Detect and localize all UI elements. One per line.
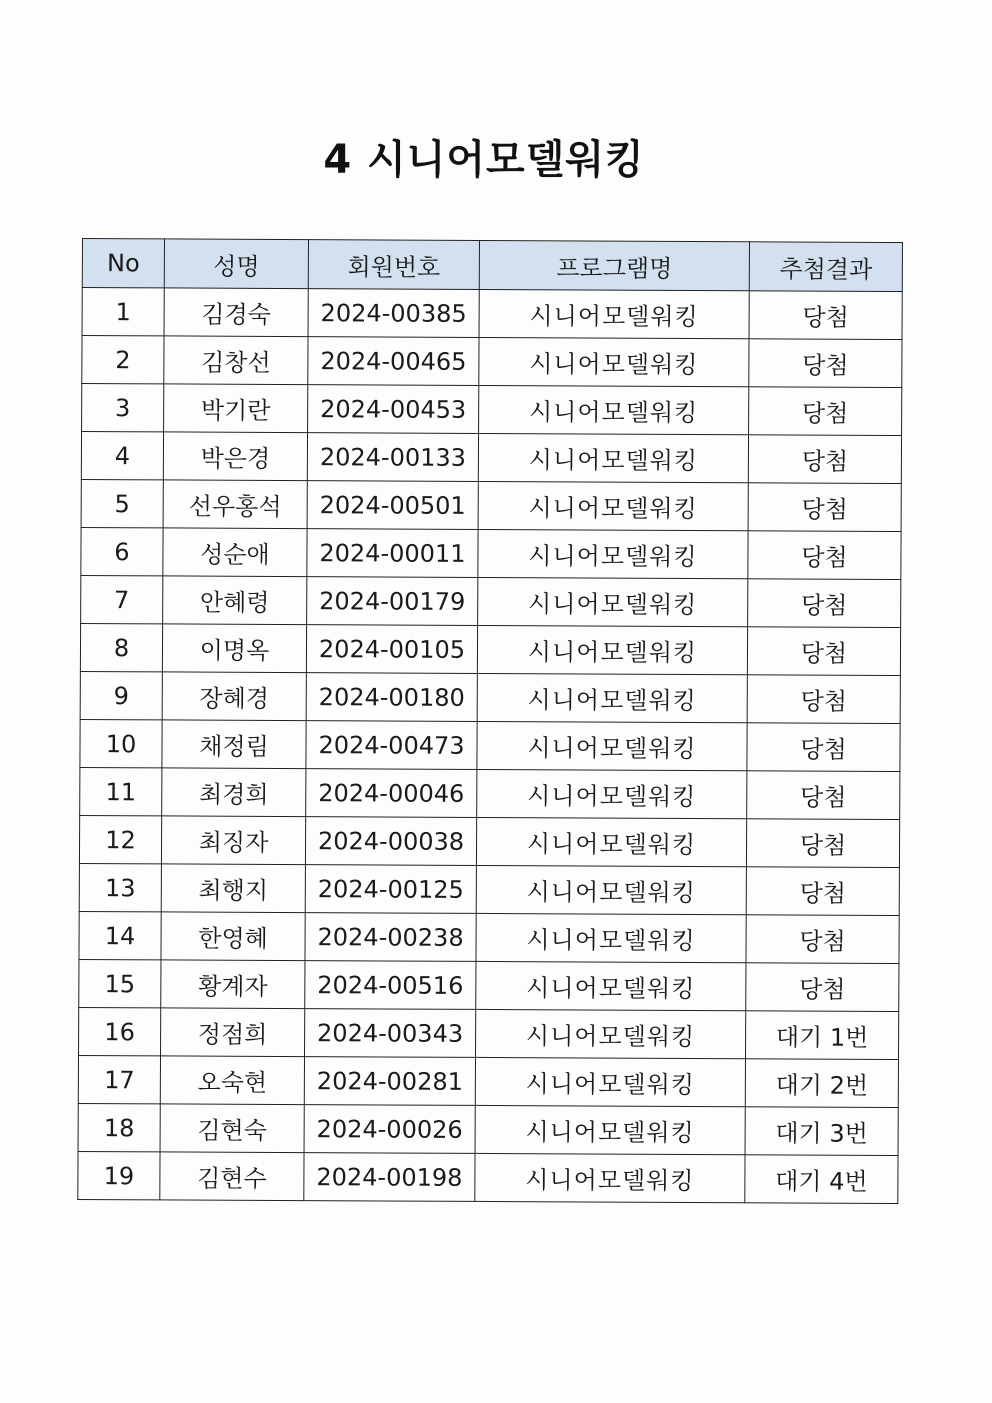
cell-result: 당첨 xyxy=(748,435,901,484)
cell-result: 당첨 xyxy=(747,723,900,772)
cell-member-id: 2024-00238 xyxy=(305,913,476,962)
cell-no: 5 xyxy=(81,479,163,527)
cell-name: 박은경 xyxy=(163,432,307,481)
table-row xyxy=(80,767,900,819)
table-row xyxy=(80,671,900,723)
cell-name: 장혜경 xyxy=(162,672,306,721)
cell-result: 당첨 xyxy=(748,579,901,628)
cell-program: 시니어모델워킹 xyxy=(476,913,746,962)
cell-member-id: 2024-00011 xyxy=(307,529,478,578)
cell-result: 당첨 xyxy=(749,339,902,388)
cell-program: 시니어모델워킹 xyxy=(478,481,748,530)
cell-program: 시니어모델워킹 xyxy=(476,817,746,866)
cell-result: 대기 3번 xyxy=(745,1107,898,1156)
cell-no: 14 xyxy=(79,911,161,959)
cell-name: 황계자 xyxy=(161,960,305,1009)
cell-program: 시니어모델워킹 xyxy=(479,337,749,386)
cell-name: 채정림 xyxy=(162,720,306,769)
cell-name: 오숙현 xyxy=(160,1056,304,1105)
cell-no: 1 xyxy=(82,288,164,336)
table-row xyxy=(80,623,900,675)
cell-member-id: 2024-00385 xyxy=(308,289,479,338)
table-row xyxy=(79,863,899,915)
cell-member-id: 2024-00046 xyxy=(306,769,477,818)
cell-member-id: 2024-00465 xyxy=(308,337,479,386)
cell-member-id: 2024-00133 xyxy=(307,433,478,482)
cell-no: 9 xyxy=(80,671,162,719)
cell-member-id: 2024-00026 xyxy=(304,1105,475,1154)
table-row xyxy=(79,1007,899,1059)
cell-program: 시니어모델워킹 xyxy=(475,1057,745,1106)
cell-result: 당첨 xyxy=(747,675,900,724)
cell-no: 12 xyxy=(79,815,161,863)
table-row xyxy=(81,527,901,579)
cell-name: 김창선 xyxy=(164,336,308,385)
cell-no: 15 xyxy=(79,959,161,1007)
cell-member-id: 2024-00198 xyxy=(304,1153,475,1202)
cell-name: 김경숙 xyxy=(164,288,308,337)
cell-name: 이명옥 xyxy=(162,624,306,673)
cell-member-id: 2024-00343 xyxy=(305,1009,476,1058)
column-header-program: 프로그램명 xyxy=(479,240,749,290)
header-row xyxy=(82,239,902,292)
cell-no: 19 xyxy=(78,1151,160,1199)
table-row xyxy=(82,384,902,436)
cell-name: 김현숙 xyxy=(160,1104,304,1153)
cell-member-id: 2024-00105 xyxy=(306,625,477,674)
cell-result: 대기 1번 xyxy=(745,1011,898,1060)
cell-member-id: 2024-00501 xyxy=(307,481,478,530)
cell-no: 16 xyxy=(79,1007,161,1055)
cell-result: 대기 4번 xyxy=(745,1155,898,1204)
table-row xyxy=(81,575,901,627)
table-row xyxy=(80,719,900,771)
cell-no: 18 xyxy=(78,1103,160,1151)
cell-no: 3 xyxy=(82,384,164,432)
cell-no: 13 xyxy=(79,863,161,911)
cell-no: 2 xyxy=(82,336,164,384)
column-header-no: No xyxy=(82,239,164,288)
cell-program: 시니어모델워킹 xyxy=(479,385,749,434)
cell-name: 박기란 xyxy=(164,384,308,433)
roster-table-container xyxy=(77,238,902,1204)
table-row xyxy=(79,959,899,1011)
roster-table xyxy=(77,238,903,1204)
cell-program: 시니어모델워킹 xyxy=(475,1153,745,1202)
cell-result: 당첨 xyxy=(747,627,900,676)
cell-no: 17 xyxy=(78,1055,160,1103)
cell-name: 선우홍석 xyxy=(163,480,307,529)
cell-result: 당첨 xyxy=(746,963,899,1012)
cell-name: 정점희 xyxy=(161,1008,305,1057)
cell-program: 시니어모델워킹 xyxy=(478,433,748,482)
cell-program: 시니어모델워킹 xyxy=(476,1009,746,1058)
cell-program: 시니어모델워킹 xyxy=(477,769,747,818)
cell-member-id: 2024-00180 xyxy=(306,673,477,722)
cell-no: 4 xyxy=(81,432,163,480)
cell-member-id: 2024-00473 xyxy=(306,721,477,770)
cell-member-id: 2024-00125 xyxy=(305,865,476,914)
cell-no: 10 xyxy=(80,719,162,767)
cell-program: 시니어모델워킹 xyxy=(477,721,747,770)
table-row xyxy=(78,1151,898,1203)
cell-no: 8 xyxy=(80,623,162,671)
cell-result: 당첨 xyxy=(749,291,902,340)
cell-member-id: 2024-00516 xyxy=(305,961,476,1010)
cell-result: 당첨 xyxy=(749,387,902,436)
cell-name: 김현수 xyxy=(160,1152,304,1201)
column-header-result: 추첨결과 xyxy=(749,242,902,292)
cell-name: 최행지 xyxy=(161,864,305,913)
cell-member-id: 2024-00281 xyxy=(304,1057,475,1106)
column-header-member-id: 회원번호 xyxy=(308,240,479,290)
cell-member-id: 2024-00038 xyxy=(305,817,476,866)
cell-member-id: 2024-00179 xyxy=(307,577,478,626)
cell-no: 7 xyxy=(81,575,163,623)
table-row xyxy=(79,911,899,963)
page-title: 4 시니어모델워킹 xyxy=(323,137,645,183)
cell-name: 최경희 xyxy=(162,768,306,817)
cell-result: 당첨 xyxy=(746,819,899,868)
cell-no: 6 xyxy=(81,527,163,575)
cell-name: 안혜령 xyxy=(163,576,307,625)
cell-program: 시니어모델워킹 xyxy=(479,289,749,338)
cell-name: 최징자 xyxy=(161,816,305,865)
table-row xyxy=(82,288,902,340)
cell-name: 한영혜 xyxy=(161,912,305,961)
cell-result: 당첨 xyxy=(748,531,901,580)
cell-program: 시니어모델워킹 xyxy=(476,865,746,914)
table-row xyxy=(79,815,899,867)
table-row xyxy=(78,1055,898,1107)
cell-result: 당첨 xyxy=(747,771,900,820)
table-row xyxy=(78,1103,898,1155)
table-row xyxy=(82,336,902,388)
cell-result: 당첨 xyxy=(746,915,899,964)
table-header xyxy=(82,239,902,292)
cell-program: 시니어모델워킹 xyxy=(478,529,748,578)
cell-program: 시니어모델워킹 xyxy=(477,625,747,674)
cell-program: 시니어모델워킹 xyxy=(476,961,746,1010)
cell-result: 당첨 xyxy=(746,867,899,916)
cell-member-id: 2024-00453 xyxy=(308,385,479,434)
cell-program: 시니어모델워킹 xyxy=(478,577,748,626)
cell-program: 시니어모델워킹 xyxy=(475,1105,745,1154)
cell-no: 11 xyxy=(80,767,162,815)
table-body xyxy=(78,288,902,1204)
table-row xyxy=(81,479,901,531)
cell-name: 성순애 xyxy=(163,528,307,577)
cell-program: 시니어모델워킹 xyxy=(477,673,747,722)
column-header-name: 성명 xyxy=(164,239,308,289)
cell-result: 당첨 xyxy=(748,483,901,532)
cell-result: 대기 2번 xyxy=(745,1059,898,1108)
table-row xyxy=(81,432,901,484)
